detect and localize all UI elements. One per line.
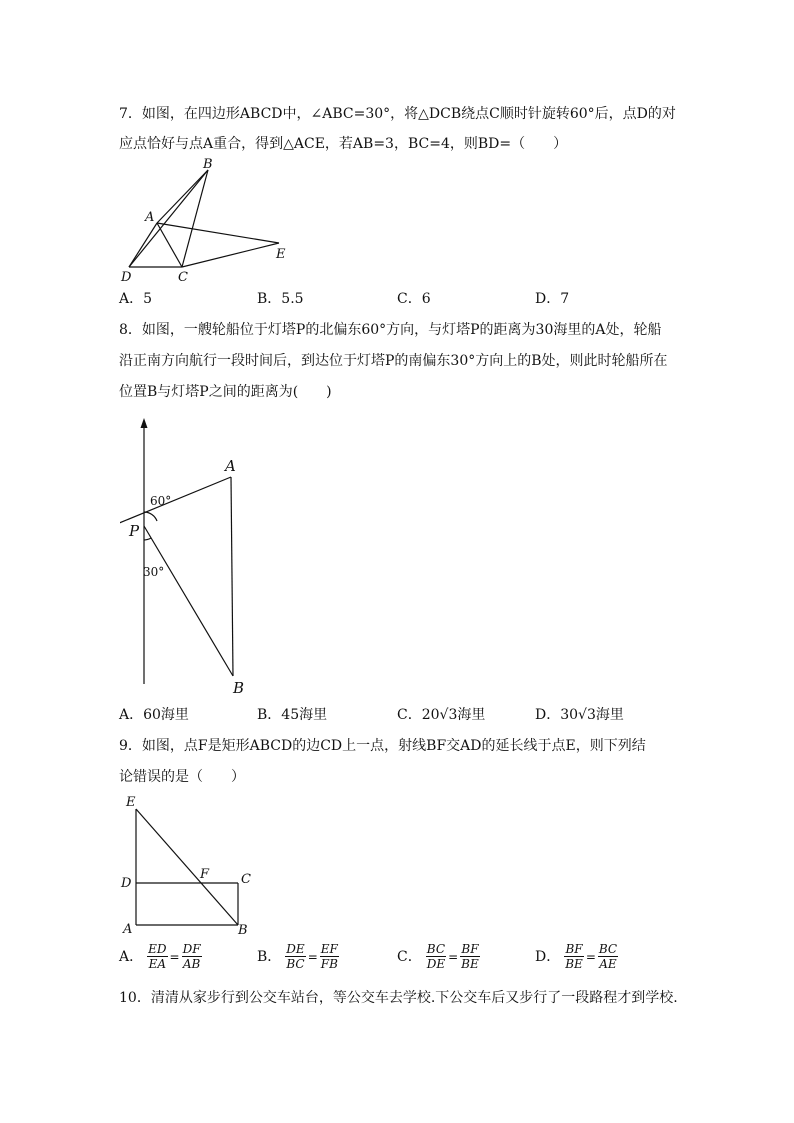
option-label: B． [257, 948, 282, 965]
label-a: A [225, 457, 236, 475]
fraction: $\frac{DE}{BC}$ [286, 942, 305, 971]
q7-option-c: C．6 [397, 291, 431, 307]
q7-figure [112, 156, 302, 286]
seg-bc [182, 170, 208, 267]
q8-text-line1: 8．如图，一艘轮船位于灯塔P的北偏东60°方向，与灯塔P的距离为30海里的A处，轮船 [119, 322, 662, 338]
seg-pb [144, 526, 233, 676]
seg-pa [120, 477, 231, 526]
q7-text-line2: 应点恰好与点A重合，得到△ACE，若AB=3，BC=4，则BD=（ ） [119, 136, 568, 152]
fraction: $\frac{ED}{EA}$ [148, 942, 167, 971]
q9-option-b: B． $\frac{DE}{BC}$ = $\frac{EF}{FB}$ [257, 942, 338, 971]
seg-bd [129, 170, 208, 267]
q9-figure [112, 792, 262, 938]
label-b: B [233, 679, 245, 697]
q10-text-line1: 10．清清从家步行到公交车站台，等公交车去学校.下公交车后又步行了一段路程才到学校. [119, 990, 678, 1006]
q9-option-c: C． $\frac{BC}{DE}$ = $\frac{BF}{BE}$ [397, 942, 479, 971]
seg-ac [157, 223, 182, 267]
angle-label-30: 30° [143, 565, 165, 579]
label-b: B [203, 157, 213, 172]
label-p: P [129, 522, 140, 540]
label-e: E [126, 795, 136, 810]
label-b: B [238, 923, 248, 938]
label-a: A [145, 210, 155, 225]
q9-text-line2: 论错误的是（ ） [119, 769, 245, 785]
north-arrow-icon [141, 418, 148, 428]
label-c: C [241, 872, 251, 887]
fraction: $\frac{BF}{BE}$ [565, 942, 583, 971]
angle-arc-30 [144, 538, 151, 540]
seg-eb [136, 809, 238, 925]
q9-option-a: A． $\frac{ED}{EA}$ = $\frac{DF}{AB}$ [119, 942, 201, 971]
q8-option-d: D．30√3海里 [535, 707, 624, 723]
q8-option-a: A．60海里 [119, 707, 189, 723]
q8-figure [120, 412, 260, 697]
label-a: A [123, 922, 133, 937]
q7-option-b: B．5.5 [257, 291, 304, 307]
angle-arc-60 [144, 512, 157, 521]
label-c: C [178, 270, 188, 285]
q8-text-line3: 位置B与灯塔P之间的距离为( ) [119, 384, 332, 400]
label-d: D [121, 270, 132, 285]
fraction: $\frac{BF}{BE}$ [461, 942, 479, 971]
fraction: $\frac{BC}{AE}$ [598, 942, 618, 971]
label-e: E [276, 247, 286, 262]
q9-text-line1: 9．如图，点F是矩形ABCD的边CD上一点，射线BF交AD的延长线于点E，则下列结 [119, 738, 646, 754]
label-d: D [121, 876, 132, 891]
fraction: $\frac{BC}{DE}$ [426, 942, 446, 971]
seg-ce [182, 243, 279, 267]
q7-option-d: D．7 [535, 291, 570, 307]
option-label: C． [397, 948, 422, 965]
q8-option-c: C．20√3海里 [397, 707, 486, 723]
label-f: F [200, 867, 210, 882]
seg-ad [129, 223, 157, 267]
q8-text-line2: 沿正南方向航行一段时间后，到达位于灯塔P的南偏东30°方向上的B处，则此时轮船所在 [119, 353, 668, 369]
q7-option-a: A．5 [119, 291, 153, 307]
q7-text-line1: 7．如图，在四边形ABCD中，∠ABC=30°，将△DCB绕点C顺时针旋转60°后，点D的对 [119, 106, 676, 122]
fraction: $\frac{EF}{FB}$ [320, 942, 338, 971]
angle-label-60: 60° [150, 494, 172, 508]
fraction: $\frac{DF}{AB}$ [182, 942, 201, 971]
q8-option-b: B．45海里 [257, 707, 328, 723]
option-label: A． [119, 948, 144, 965]
option-label: D． [535, 948, 561, 965]
seg-ae [157, 223, 279, 243]
q9-option-d: D． $\frac{BF}{BE}$ = $\frac{BC}{AE}$ [535, 942, 618, 971]
seg-ab [231, 477, 233, 676]
